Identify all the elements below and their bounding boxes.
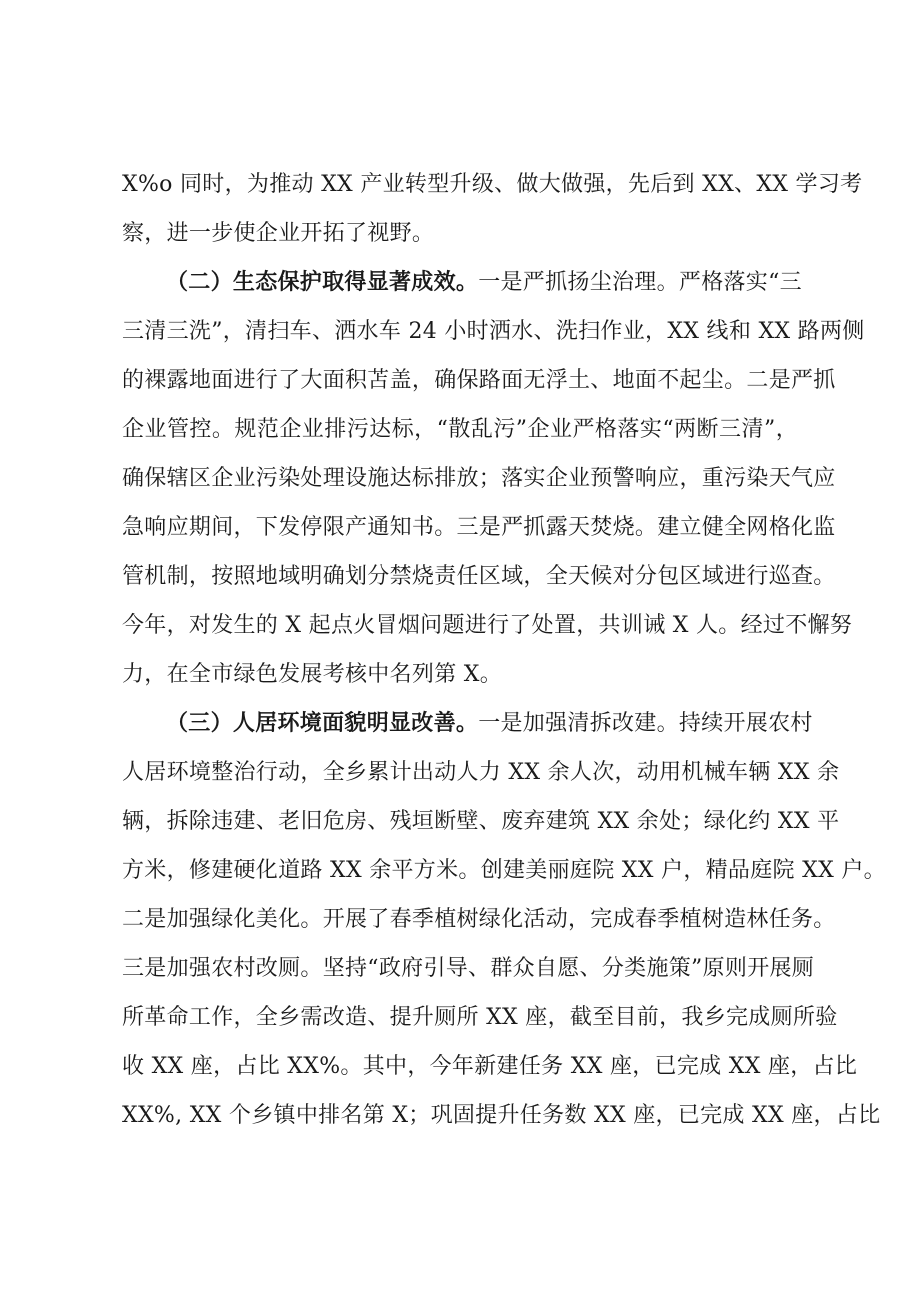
body-line-3: 三清三洗”，清扫车、洒水车 24 小时洒水、洗扫作业，XX 线和 XX 路两侧 <box>122 319 865 344</box>
section-2-heading: （二）生态保护取得显著成效。 <box>166 270 479 295</box>
section-2-lead-text: 一是严抓扬尘治理。严格落实“三 <box>478 270 802 295</box>
body-line-1: X%o 同时，为推动 XX 产业转型升级、做大做强，先后到 XX、XX 学习考 <box>122 172 863 197</box>
body-line-16: 所革命工作，全乡需改造、提升厕所 XX 座，截至目前，我乡完成厕所验 <box>122 1005 838 1030</box>
body-line-2: 察，进一步使企业开拓了视野。 <box>122 221 435 246</box>
body-line-8: 管机制，按照地域明确划分禁烧责任区域，全天候对分包区域进行巡查。 <box>122 564 836 589</box>
body-line-13: 方米，修建硬化道路 XX 余平方米。创建美丽庭院 XX 户，精品庭院 XX 户。 <box>122 858 886 883</box>
section-3-lead-text: 一是加强清拆改建。持续开展农村 <box>478 711 813 736</box>
section-3-heading: （三）人居环境面貌明显改善。 <box>166 711 479 736</box>
body-line-9: 今年，对发生的 X 起点火冒烟问题进行了处置，共训诫 X 人。经过不懈努 <box>122 613 853 638</box>
body-line-10: 力，在全市绿色发展考核中名列第 X。 <box>122 662 503 687</box>
body-line-12: 辆，拆除违建、老旧危房、残垣断壁、废弃建筑 XX 余处；绿化约 XX 平 <box>122 809 840 834</box>
body-line-11: 人居环境整治行动，全乡累计出动人力 XX 余人次，动用机械车辆 XX 余 <box>122 760 840 785</box>
body-line-5: 企业管控。规范企业排污达标，“散乱污”企业严格落实“两断三清”， <box>122 417 798 442</box>
body-line-6: 确保辖区企业污染处理设施达标排放；落实企业预警响应，重污染天气应 <box>122 466 836 491</box>
body-line-7: 急响应期间，下发停限产通知书。三是严抓露天焚烧。建立健全网格化监 <box>122 515 836 540</box>
body-line-17: 收 XX 座，占比 XX%。其中，今年新建任务 XX 座，已完成 XX 座，占比 <box>122 1054 858 1079</box>
body-line-4: 的裸露地面进行了大面积苫盖，确保路面无浮土、地面不起尘。二是严抓 <box>122 368 836 393</box>
body-line-14: 二是加强绿化美化。开展了春季植树绿化活动，完成春季植树造林任务。 <box>122 907 836 932</box>
section-2-first-line <box>166 268 802 298</box>
body-line-15: 三是加强农村改厕。坚持“政府引导、群众自愿、分类施策”原则开展厕 <box>122 956 815 981</box>
section-3-first-line <box>166 709 813 739</box>
body-line-18: XX%, XX 个乡镇中排名第 X；巩固提升任务数 XX 座，已完成 XX 座，占比 <box>122 1103 881 1128</box>
